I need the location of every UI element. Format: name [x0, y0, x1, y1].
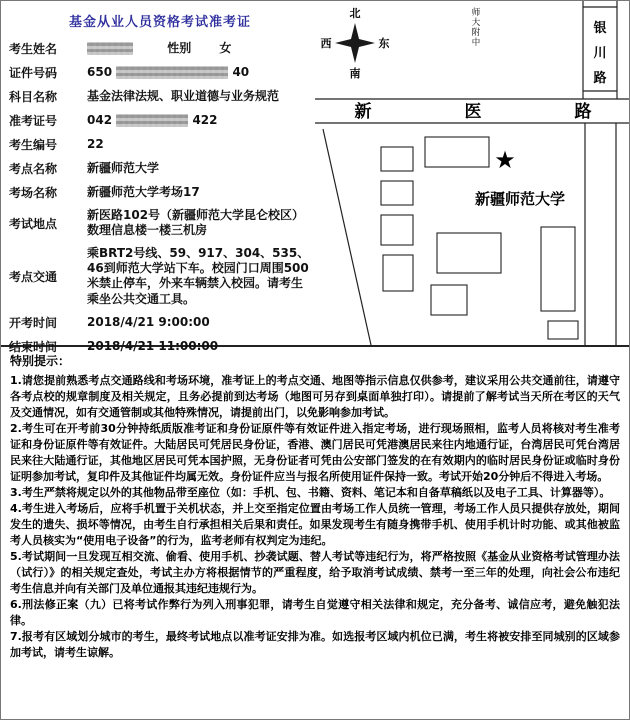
svg-text:路: 路	[593, 71, 607, 86]
subject-label: 科目名称	[9, 90, 58, 104]
end-time-label: 结束时间	[9, 340, 58, 355]
form-row-start-time	[9, 314, 311, 331]
notice-item-3: 3.考生严禁将规定以外的其他物品带至座位（如：手机、包、书籍、资料、笔记本和自备草稿纸以及电子工具、计算器等）。	[10, 486, 611, 499]
compass-north-label: 北	[349, 7, 361, 20]
ticket-suffix: 422	[192, 112, 218, 127]
gender-label: 性别	[167, 40, 192, 55]
location-value: 新医路102号（新疆师范大学昆仑校区）数理信息楼一楼三机房	[87, 208, 305, 238]
svg-text:师: 师	[471, 8, 481, 18]
id-label: 证件号码	[9, 66, 58, 80]
ticket-prefix: 042	[87, 112, 113, 127]
notice-item-7: 7.报考有区域划分城市的考生，最终考试地点以准考证安排为准。如选报考区域内机位已满，考生将被安排至同城别的区域参加考试，请考生谅解。	[10, 630, 620, 659]
candidate-no-label: 考生编号	[9, 138, 58, 152]
notice-item-6: 6.刑法修正案（九）已将考试作弊行为列入刑事犯罪，请考生自觉遵守相关法律和规定，充分备考、诚信应考，避免触犯法律。	[10, 598, 620, 627]
compass-east-label: 东	[378, 37, 390, 50]
subject-value: 基金法律法规、职业道德与业务规范	[87, 88, 280, 103]
special-notices-section	[1, 347, 629, 661]
id-suffix: 40	[232, 64, 250, 79]
yinchuan-road-label	[593, 20, 606, 86]
room-label: 考场名称	[9, 186, 58, 200]
redacted-ticket-value	[116, 114, 188, 127]
compass-icon	[321, 7, 390, 80]
page-title: 基金从业人员资格考试准考证	[68, 15, 251, 30]
id-prefix: 650	[87, 64, 113, 79]
notice-item-1: 1.请您提前熟悉考点交通路线和考场环境，准考证上的考点交通、地图等指示信息仅供参考，建议采用公共交通前往，请遵守各考点校的规章制度及相关规定，且务必提前到达考场（地图可另存到桌面单独打印）。请提前了解考试当天所在考区的天气及交通情况，如有交通管制或其他特殊情况，请提前出门，以免影响参加考试。	[10, 374, 620, 419]
svg-text:大: 大	[471, 18, 481, 28]
start-time-label: 开考时间	[9, 316, 58, 331]
compass-south-label: 南	[349, 67, 361, 80]
campus-buildings	[381, 137, 578, 339]
svg-text:路: 路	[574, 102, 592, 122]
name-label: 考生姓名	[9, 42, 58, 56]
top-section	[1, 1, 629, 355]
university-star-icon: ★	[494, 146, 516, 174]
notice-item-4: 4.考生进入考场后，应将手机置于关机状态，并上交至指定位置由考场工作人员统一管理，考场工作人员只提供存放处，期间发生的遗失、损坏等情况，由考生自行承担相关后果和责任。如果发现考生有随身携带手机、使用手机计时功能、或其他被监考人员核实为“使用电子设备”的行为，监考老师有权判定为违纪。	[10, 502, 620, 547]
traffic-value: 乘BRT2号线、59、917、304、535、46到师范大学站下车。校园门口周围500米禁止停车，外来车辆禁入校园。请考生乘坐公共交通工具。	[87, 245, 310, 306]
form-row-site-name	[9, 160, 311, 177]
redacted-id-value	[116, 66, 228, 79]
site-label: 考点名称	[9, 162, 58, 176]
form-row-candidate-number	[9, 136, 311, 153]
notice-item-5: 5.考试期间一旦发现互相交流、偷看、使用手机、抄袭试题、替人考试等违纪行为，将严格按照《基金从业资格考试管理办法（试行）》的相关规定查处，考试主办方将根据情节的严重程度，给予取消考试成绩、禁考一至三年的处理，向社会公布违纪考生信息并向有关部门及单位通报其违纪违规行为。	[10, 550, 620, 595]
end-time-value: 2018/4/21 11:00:00	[87, 338, 219, 353]
notice-item-2: 2.考生可在开考前30分钟持纸质版准考证和身份证原件等有效证件进入指定考场，进行现场照相，监考人员将核对考生准考证和身份证原件等有效证件。大陆居民可凭居民身份证，香港、澳门居民可凭港澳居民来往内地通行证，台湾居民可凭台湾居民来往大陆通行证，其他地区居民可凭本国护照，无身份证者可凭由公安部门签发的在有效期内的临时居民身份证或临时身份证明参加考试，复印件及其他证件均属无效。身份证件应当与报名所使用证件保持一致。考试开始20分钟后不得进入考场。	[10, 422, 620, 483]
campus-map-svg	[315, 1, 629, 345]
form-row-name	[9, 40, 311, 57]
nearby-school-label	[472, 7, 481, 48]
form-row-room-name	[9, 184, 311, 201]
gender-value: 女	[219, 40, 232, 55]
road-south-segment	[323, 123, 616, 345]
traffic-label: 考点交通	[9, 269, 58, 284]
form-row-site-traffic	[9, 246, 311, 307]
candidate-no-value: 22	[87, 136, 104, 151]
university-name-label: 新疆师范大学	[474, 190, 566, 208]
start-time-value: 2018/4/21 9:00:00	[87, 314, 210, 329]
svg-text:中: 中	[471, 38, 481, 48]
form-row-id-number	[9, 64, 311, 81]
svg-text:川: 川	[593, 46, 607, 61]
svg-text:新: 新	[354, 102, 372, 122]
svg-text:银: 银	[593, 21, 607, 36]
form-row-subject	[9, 88, 311, 105]
compass-west-label: 西	[320, 37, 332, 50]
room-value: 新疆师范大学考场17	[87, 184, 200, 199]
campus-map	[315, 1, 629, 345]
candidate-info-form	[1, 1, 315, 355]
form-row-ticket-number	[9, 112, 311, 129]
xinyi-road-label	[351, 100, 595, 122]
svg-text:医: 医	[464, 102, 482, 122]
svg-text:附: 附	[471, 28, 481, 38]
redacted-name-value	[87, 42, 133, 55]
notices-title: 特别提示：	[10, 354, 71, 368]
ticket-label: 准考证号	[9, 114, 58, 128]
site-value: 新疆师范大学	[87, 160, 160, 175]
form-row-exam-location	[9, 208, 311, 239]
location-label: 考试地点	[9, 216, 58, 231]
